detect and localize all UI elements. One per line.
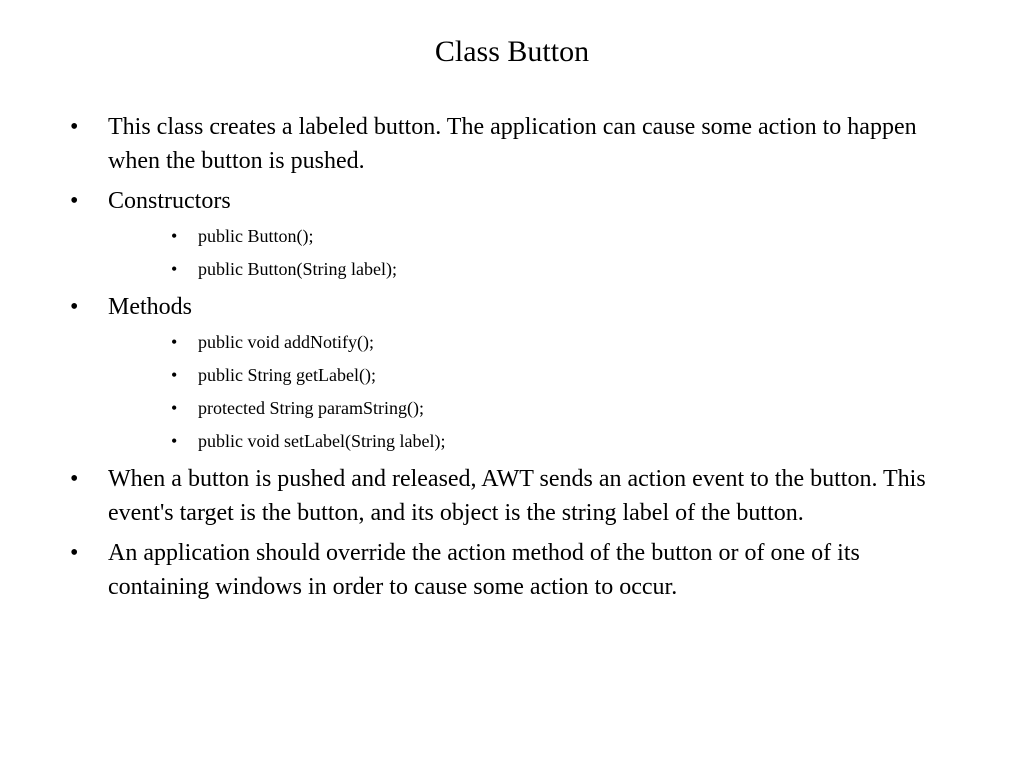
bullet-text: When a button is pushed and released, AWT sends an action event to the button. This event's target is the button, and its object is the string label of the button. xyxy=(108,466,926,526)
sub-bullet-icon: • xyxy=(171,398,178,418)
bullet-icon: • xyxy=(70,188,79,214)
sub-bullet-icon: • xyxy=(171,431,178,451)
slide-title: Class Button xyxy=(434,35,590,68)
sub-bullet-icon: • xyxy=(171,365,178,385)
bullet-item-methods xyxy=(70,290,960,324)
slide-body xyxy=(70,110,960,610)
sub-bullet-item xyxy=(70,330,960,354)
sub-bullet-text: public Button(); xyxy=(198,226,314,246)
bullet-item-action-event xyxy=(70,462,960,530)
sub-bullet-text: public String getLabel(); xyxy=(198,365,376,385)
sub-bullet-text: public void addNotify(); xyxy=(198,332,374,352)
bullet-icon: • xyxy=(70,540,79,566)
sub-bullet-icon: • xyxy=(171,259,178,279)
constructors-sublist xyxy=(70,224,960,281)
bullet-text: Methods xyxy=(108,294,192,320)
sub-bullet-item xyxy=(70,257,960,281)
bullet-text: Constructors xyxy=(108,188,231,214)
bullet-item-override xyxy=(70,536,960,604)
sub-bullet-item xyxy=(70,363,960,387)
sub-bullet-icon: • xyxy=(171,332,178,352)
sub-bullet-item xyxy=(70,396,960,420)
sub-bullet-item xyxy=(70,429,960,453)
bullet-icon: • xyxy=(70,294,79,320)
bullet-icon: • xyxy=(70,114,79,140)
sub-bullet-text: public Button(String label); xyxy=(198,259,397,279)
bullet-item-description xyxy=(70,110,960,178)
bullet-item-constructors xyxy=(70,184,960,218)
bullet-icon: • xyxy=(70,466,79,492)
sub-bullet-text: protected String paramString(); xyxy=(198,398,424,418)
methods-sublist xyxy=(70,330,960,453)
sub-bullet-text: public void setLabel(String label); xyxy=(198,431,446,451)
sub-bullet-item xyxy=(70,224,960,248)
sub-bullet-icon: • xyxy=(171,226,178,246)
bullet-text: An application should override the action method of the button or of one of its containing windows in order to cause some action to occur. xyxy=(108,540,860,600)
bullet-text: This class creates a labeled button. The application can cause some action to happen when the button is pushed. xyxy=(108,114,917,174)
